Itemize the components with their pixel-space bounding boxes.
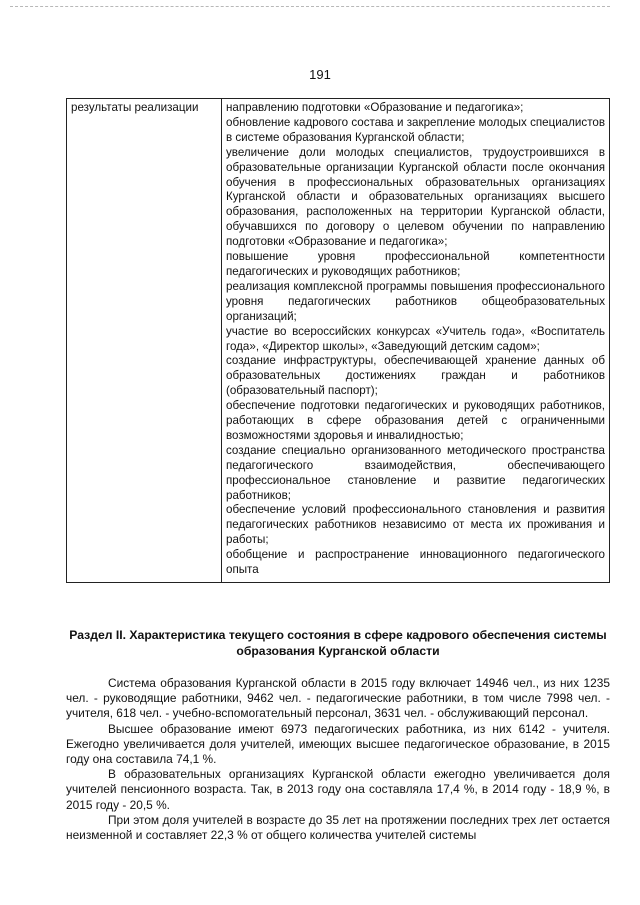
list-item: направлению подготовки «Образование и педагогика»; [226, 101, 524, 114]
list-item: реализация комплексной программы повышения профессионального уровня педагогических работников общеобразовательных организаций; [226, 279, 605, 323]
list-item: обобщение и распространение инновационного педагогического опыта [226, 548, 605, 577]
page-number: 191 [309, 67, 331, 82]
list-item: создание инфраструктуры, обеспечивающей хранение данных об образовательных достижениях граждан и работников (образовательный паспорт); [226, 354, 605, 398]
table-items-cell [222, 99, 610, 583]
results-table [66, 98, 610, 583]
paragraph: Система образования Курганской области в 2015 году включает 14946 чел., из них 1235 чел. - руководящие работники, 9462 чел. - педагогические работники, в том числе 7998 чел. - учителя, 618 чел. - учебно-вспомогательный персонал, 3631 чел. - обслуживающий персонал. [66, 676, 610, 721]
section-title: Раздел II. Характеристика текущего состояния в сфере кадрового обеспечения системы образования Курганской области [69, 628, 607, 658]
list-item: обновление кадрового состава и закрепление молодых специалистов в системе образования Курганской области; [226, 115, 605, 144]
table-row [67, 99, 610, 583]
paragraph: Высшее образование имеют 6973 педагогических работника, из них 6142 - учителя. Ежегодно увеличивается доля учителей, имеющих высшее педагогическое образование, в 2015 году она составила 74,1 %. [66, 721, 610, 767]
paragraph: В образовательных организациях Курганской области ежегодно увеличивается доля учителей пенсионного возраста. Так, в 2013 году она составляла 17,4 %, в 2014 году - 18,9 %, в 2015 году - 20,5 %. [66, 767, 610, 812]
body-text [66, 676, 610, 843]
list-item: создание специально организованного методического пространства педагогического взаимодействия, обеспечивающего профессиональное становление и развитие педагогических работников; [226, 443, 605, 502]
top-scan-edge [10, 6, 610, 7]
paragraph: При этом доля учителей в возрасте до 35 лет на протяжении последних трех лет остается неизменной и составляет 22,3 % от общего количества учителей системы [66, 812, 610, 843]
table-label-cell: результаты реализации [67, 99, 222, 583]
list-item: участие во всероссийских конкурсах «Учитель года», «Воспитатель года», «Директор школы», «Заведующий детским садом»; [226, 324, 605, 353]
list-item: обеспечение условий профессионального становления и развития педагогических работников независимо от места их проживания и работы; [226, 503, 605, 547]
list-item: обеспечение подготовки педагогических и руководящих работников, работающих в сфере образования детей с ограниченными возможностями здоровья и инвалидностью; [226, 399, 605, 442]
list-item: увеличение доли молодых специалистов, трудоустроившихся в образовательные организации Курганской области после окончания обучения в профессиональных образовательных организациях Курганской области и образовательных организациях высшего образования, расположенных на территории Курганской области, обучавшихся по договору о целевом обучении по направлению подготовки «Образование и педагогика»; [226, 145, 605, 249]
list-item: повышение уровня профессиональной компетентности педагогических и руководящих работников; [226, 250, 605, 278]
